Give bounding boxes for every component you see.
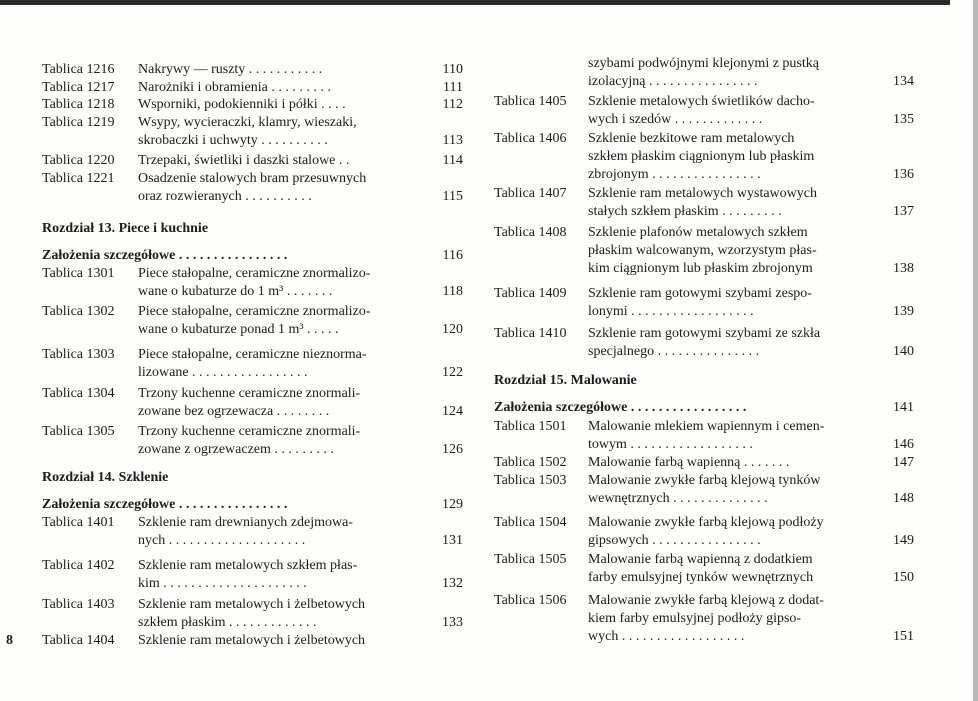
- toc-table-label: Tablica 1501: [494, 419, 567, 434]
- toc-entry-title-line: Malowanie farbą wapienną . . . . . . .: [588, 455, 790, 470]
- toc-entry-title-line: Malowanie zwykłe farbą klejową tynków: [588, 473, 821, 488]
- heading-text: Założenia szczegółowe . . . . . . . . . . . . . . . .: [42, 248, 288, 263]
- toc-entry-title-line: zbrojonym . . . . . . . . . . . . . . . .: [588, 167, 761, 182]
- toc-entry-title-line: Malowanie farbą wapienną z dodatkiem: [588, 552, 813, 567]
- toc-table-label: Tablica 1410: [494, 326, 567, 341]
- toc-entry-title-line: Szklenie ram metalowych szkłem płas-: [138, 558, 358, 573]
- toc-entry-title-line: Szklenie ram drewnianych zdejmowa-: [138, 515, 353, 530]
- toc-page-number: 138: [893, 261, 914, 276]
- toc-table-label: Tablica 1221: [42, 171, 115, 186]
- toc-table-label: Tablica 1302: [42, 304, 115, 319]
- toc-entry-title-line: Piece stałopalne, ceramiczne nieznorma-: [138, 347, 367, 362]
- toc-entry-title-line: Malowanie zwykłe farbą klejową podłoży: [588, 515, 824, 530]
- toc-table-label: Tablica 1407: [494, 186, 567, 201]
- toc-entry-title-line: Szklenie ram gotowymi szybami ze szkła: [588, 326, 821, 341]
- toc-entry-title-line: skrobaczki i uchwyty . . . . . . . . . .: [138, 133, 328, 148]
- toc-table-label: Tablica 1405: [494, 94, 567, 109]
- toc-entry-title-line: nych . . . . . . . . . . . . . . . . . . . .: [138, 533, 306, 548]
- toc-entry-title-line: Szklenie ram metalowych i żelbetowych: [138, 633, 366, 648]
- toc-entry-title-line: Trzony kuchenne ceramiczne znormali-: [138, 386, 361, 401]
- toc-page-number: 135: [893, 112, 914, 127]
- toc-page-number: 116: [442, 248, 463, 263]
- toc-table-label: Tablica 1303: [42, 347, 115, 362]
- toc-table-label: Tablica 1406: [494, 131, 567, 146]
- toc-page-number: 110: [442, 62, 463, 77]
- toc-entry-title-line: Wsypy, wycieraczki, klamry, wieszaki,: [138, 115, 357, 130]
- toc-table-label: Tablica 1401: [42, 515, 115, 530]
- toc-page-number: 113: [442, 133, 463, 148]
- toc-page-number: 122: [442, 365, 463, 380]
- toc-page-number: 136: [893, 167, 914, 182]
- toc-page-number: 114: [442, 153, 463, 168]
- toc-page-number: 149: [893, 533, 914, 548]
- toc-page-number: 146: [893, 437, 914, 452]
- toc-entry-title-line: oraz rozwieranych . . . . . . . . . .: [138, 189, 312, 204]
- toc-page-number: 148: [893, 491, 914, 506]
- toc-entry-title-line: Malowanie zwykłe farbą klejową z dodat-: [588, 593, 824, 608]
- toc-table-label: Tablica 1219: [42, 115, 115, 130]
- heading-text: Założenia szczegółowe . . . . . . . . . . . . . . . .: [42, 497, 288, 512]
- toc-page-number: 132: [442, 576, 463, 591]
- toc-page-number: 111: [443, 80, 463, 95]
- toc-entry-title-line: gipsowych . . . . . . . . . . . . . . . .: [588, 533, 761, 548]
- toc-page-number: 137: [893, 204, 914, 219]
- toc-entry-title-line: Szklenie ram gotowymi szybami zespo-: [588, 286, 812, 301]
- toc-entry-title-line: Piece stałopalne, ceramiczne znormalizo-: [138, 304, 371, 319]
- toc-entry-title-line: wych . . . . . . . . . . . . . . . . . .: [588, 629, 745, 644]
- toc-entry-title-line: Trzepaki, świetliki i daszki stalowe . .: [138, 153, 350, 168]
- toc-page-number: 151: [893, 629, 914, 644]
- toc-entry-title-line: lizowane . . . . . . . . . . . . . . . . .: [138, 365, 308, 380]
- toc-page-number: 133: [442, 615, 463, 630]
- toc-table-label: Tablica 1505: [494, 552, 567, 567]
- toc-entry-title-line: wane o kubaturze ponad 1 m³ . . . . .: [138, 322, 339, 337]
- heading-text: Rozdział 14. Szklenie: [42, 470, 169, 485]
- toc-page-number: 139: [893, 304, 914, 319]
- toc-entry-title-line: wewnętrznych . . . . . . . . . . . . . .: [588, 491, 768, 506]
- toc-table-label: Tablica 1409: [494, 286, 567, 301]
- toc-entry-title-line: Nakrywy — ruszty . . . . . . . . . . .: [138, 62, 323, 77]
- toc-entry-title-line: wane o kubaturze do 1 m³ . . . . . . .: [138, 284, 333, 299]
- toc-entry-title-line: Piece stałopalne, ceramiczne znormalizo-: [138, 266, 371, 281]
- toc-section-heading: [494, 373, 637, 389]
- toc-table-label: Tablica 1220: [42, 153, 115, 168]
- toc-entry-title-line: Malowanie mlekiem wapiennym i cemen-: [588, 419, 825, 434]
- heading-text: Rozdział 13. Piece i kuchnie: [42, 221, 209, 236]
- toc-table-label: Tablica 1218: [42, 97, 115, 112]
- toc-entry-title-line: towym . . . . . . . . . . . . . . . . . .: [588, 437, 753, 452]
- toc-entry-title-line: szybami podwójnymi klejonymi z pustką: [588, 56, 819, 71]
- toc-table-label: Tablica 1305: [42, 424, 115, 439]
- toc-table-label: Tablica 1504: [494, 515, 567, 530]
- page-number: 8: [6, 633, 13, 648]
- toc-section-heading: [42, 248, 287, 264]
- toc-entry-title-line: kim . . . . . . . . . . . . . . . . . . . . .: [138, 576, 307, 591]
- toc-entry-title-line: kiem farby emulsyjnej podłoży gipso-: [588, 611, 802, 626]
- toc-entry-title-line: Szklenie ram metalowych i żelbetowych: [138, 597, 366, 612]
- toc-table-label: Tablica 1506: [494, 593, 567, 608]
- toc-entry-title-line: stałych szkłem płaskim . . . . . . . . .: [588, 204, 782, 219]
- toc-page-number: 126: [442, 442, 463, 457]
- toc-page-number: 118: [442, 284, 463, 299]
- toc-entry-title-line: Trzony kuchenne ceramiczne znormali-: [138, 424, 361, 439]
- toc-entry-title-line: Wsporniki, podokienniki i półki . . . .: [138, 97, 346, 112]
- toc-table-label: Tablica 1502: [494, 455, 567, 470]
- toc-entry-title-line: Szklenie metalowych świetlików dacho-: [588, 94, 815, 109]
- toc-section-heading: [42, 221, 208, 237]
- toc-entry-title-line: Szklenie ram metalowych wystawowych: [588, 186, 817, 201]
- toc-entry-title-line: zowane z ogrzewaczem . . . . . . . . .: [138, 442, 334, 457]
- toc-section-heading: [42, 470, 168, 486]
- toc-section-heading: [42, 497, 287, 513]
- toc-page-number: 115: [442, 189, 463, 204]
- toc-page-number: 147: [893, 455, 914, 470]
- toc-page-number: 140: [893, 344, 914, 359]
- toc-entry-title-line: szkłem płaskim ciągnionym lub płaskim: [588, 149, 815, 164]
- toc-entry-title-line: lonymi . . . . . . . . . . . . . . . . . .: [588, 304, 754, 319]
- toc-entry-title-line: szkłem płaskim . . . . . . . . . . . . .: [138, 615, 317, 630]
- toc-table-label: Tablica 1402: [42, 558, 115, 573]
- toc-page-number: 129: [442, 497, 463, 512]
- toc-table-label: Tablica 1216: [42, 62, 115, 77]
- toc-entry-title-line: wych i szedów . . . . . . . . . . . . .: [588, 112, 763, 127]
- toc-entry-title-line: zowane bez ogrzewacza . . . . . . . .: [138, 404, 330, 419]
- toc-table-label: Tablica 1217: [42, 80, 115, 95]
- toc-entry-title-line: Szklenie plafonów metalowych szkłem: [588, 225, 808, 240]
- toc-table-label: Tablica 1404: [42, 633, 115, 648]
- toc-entry-title-line: Narożniki i obramienia . . . . . . . . .: [138, 80, 331, 95]
- toc-table-label: Tablica 1403: [42, 597, 115, 612]
- toc-entry-title-line: farby emulsyjnej tynków wewnętrznych: [588, 570, 814, 585]
- toc-entry-title-line: kim ciągnionym lub płaskim zbrojonym: [588, 261, 813, 276]
- toc-entry-title-line: specjalnego . . . . . . . . . . . . . . .: [588, 344, 760, 359]
- toc-page-number: 131: [442, 533, 463, 548]
- toc-section-heading: [494, 400, 746, 416]
- page-edge-shadow: [973, 0, 978, 701]
- toc-table-label: Tablica 1301: [42, 266, 115, 281]
- toc-table-label: Tablica 1503: [494, 473, 567, 488]
- heading-text: Rozdział 15. Malowanie: [494, 373, 637, 388]
- toc-table-label: Tablica 1408: [494, 225, 567, 240]
- heading-text: Założenia szczegółowe . . . . . . . . . . . . . . . . .: [494, 400, 747, 415]
- toc-table-label: Tablica 1304: [42, 386, 115, 401]
- toc-page-number: 141: [893, 400, 914, 415]
- toc-entry-title-line: izolacyjną . . . . . . . . . . . . . . . .: [588, 74, 758, 89]
- toc-entry-title-line: płaskim walcowanym, wzorzystym płas-: [588, 243, 817, 258]
- toc-page-number: 124: [442, 404, 463, 419]
- toc-page-number: 150: [893, 570, 914, 585]
- toc-page-number: 112: [442, 97, 463, 112]
- toc-entry-title-line: Osadzenie stalowych bram przesuwnych: [138, 171, 367, 186]
- top-edge-rule: [0, 0, 950, 5]
- toc-page-number: 134: [893, 74, 914, 89]
- toc-entry-title-line: Szklenie bezkitowe ram metalowych: [588, 131, 795, 146]
- toc-page-number: 120: [442, 322, 463, 337]
